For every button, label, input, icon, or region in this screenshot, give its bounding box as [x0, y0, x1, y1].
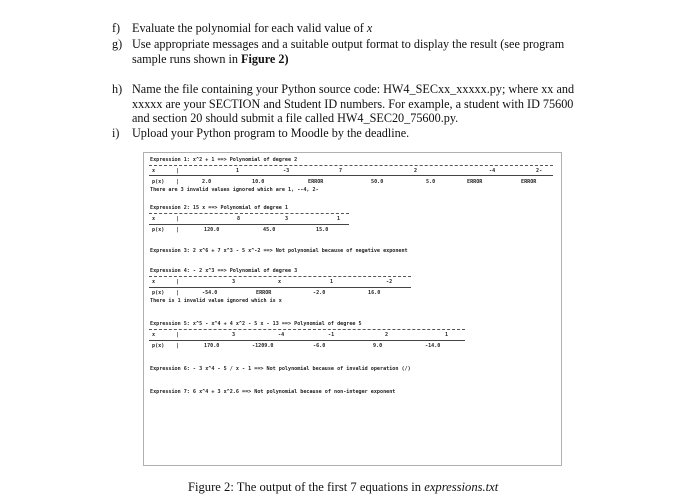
- divider: [149, 175, 553, 176]
- x-value: 3: [232, 332, 236, 338]
- px-value: 16.0: [368, 290, 381, 296]
- px-label: p(x): [152, 290, 165, 296]
- instruction-text: Evaluate the polynomial for each valid value of x: [132, 21, 373, 35]
- px-value: 170.0: [204, 343, 220, 349]
- expression-4-header: Expression 4: - 2 x^3 ==> Polynomial of degree 3: [150, 268, 298, 274]
- divider: [149, 165, 553, 166]
- pipe: |: [176, 227, 180, 233]
- invalid-values-note: There are 3 invalid values ignored which are 1, --4, 2-: [150, 187, 319, 193]
- px-value: ERROR: [467, 179, 483, 185]
- instruction-text: Upload your Python program to Moodle by the deadline.: [132, 126, 410, 140]
- pipe: |: [176, 279, 180, 285]
- px-value: -1209.0: [252, 343, 274, 349]
- expression-6-header: Expression 6: - 3 x^4 - 5 / x - 1 ==> Not polynomial because of invalid operation (/): [150, 366, 411, 372]
- x-value: 3: [232, 279, 236, 285]
- x-value: 1: [330, 279, 334, 285]
- px-value: 45.0: [263, 227, 276, 233]
- x-value: 2-: [536, 168, 543, 174]
- x-value: 8: [237, 216, 241, 222]
- x-value: 1: [337, 216, 341, 222]
- expression-2-header: Expression 2: 15 x ==> Polynomial of degree 1: [150, 205, 289, 211]
- x-value: 2: [385, 332, 389, 338]
- x-value: 1: [445, 332, 449, 338]
- divider: [149, 224, 349, 225]
- px-label: p(x): [152, 343, 165, 349]
- program-output-panel: [143, 152, 562, 466]
- instruction-label: i): [112, 126, 120, 140]
- px-label: p(x): [152, 179, 165, 185]
- pipe: |: [176, 179, 180, 185]
- x-label: x: [152, 332, 156, 338]
- px-value: -54.0: [202, 290, 218, 296]
- divider: [149, 213, 349, 214]
- px-value: 15.0: [316, 227, 329, 233]
- divider: [149, 340, 465, 341]
- px-value: 120.0: [204, 227, 220, 233]
- px-value: ERROR: [521, 179, 537, 185]
- expression-7-header: Expression 7: 6 x^4 + 3 x^2.6 ==> Not polynomial because of non-integer exponent: [150, 389, 396, 395]
- x-value: -4: [489, 168, 496, 174]
- x-value: 3: [285, 216, 289, 222]
- divider: [149, 276, 411, 277]
- px-value: ERROR: [308, 179, 324, 185]
- expression-1-header: Expression 1: x^2 + 1 ==> Polynomial of degree 2: [150, 157, 298, 163]
- instruction-label: f): [112, 21, 121, 35]
- x-label: x: [152, 279, 156, 285]
- px-value: -14.0: [425, 343, 441, 349]
- x-value: 2: [414, 168, 418, 174]
- expression-3-header: Expression 3: 2 x^6 + 7 x^3 - 5 x^-2 ==> Not polynomial because of negative exponent: [150, 248, 408, 254]
- px-value: -2.0: [313, 290, 326, 296]
- pipe: |: [176, 216, 180, 222]
- instruction-label: g): [112, 37, 123, 51]
- pipe: |: [176, 332, 180, 338]
- divider: [149, 287, 411, 288]
- figure-caption: Figure 2: The output of the first 7 equations in expressions.txt: [188, 480, 499, 494]
- instruction-text: Name the file containing your Python source code: HW4_SECxx_xxxxx.py; where xx and xxxxx are your SECTION and Student ID numbers. For example, a student with ID 75600 and section 20 should submit a file called HW4_SEC20_75600.py.: [132, 82, 575, 126]
- px-value: -6.0: [313, 343, 326, 349]
- px-value: 2.0: [202, 179, 212, 185]
- x-label: x: [152, 168, 156, 174]
- instruction-text: Use appropriate messages and a suitable output format to display the result (see program sample runs shown in Figure 2): [132, 37, 565, 66]
- pipe: |: [176, 168, 180, 174]
- divider: [149, 329, 465, 330]
- pipe: |: [176, 290, 180, 296]
- x-value: x: [278, 279, 282, 285]
- px-value: 9.0: [373, 343, 383, 349]
- instruction-label: h): [112, 82, 123, 96]
- px-value: 5.0: [426, 179, 436, 185]
- px-value: ERROR: [256, 290, 272, 296]
- invalid-values-note: There is 1 invalid value ignored which is x: [150, 298, 282, 304]
- px-label: p(x): [152, 227, 165, 233]
- x-value: 1: [236, 168, 240, 174]
- pipe: |: [176, 343, 180, 349]
- x-value: 7: [339, 168, 343, 174]
- x-value: -3: [283, 168, 290, 174]
- expression-5-header: Expression 5: x^5 - x^4 + 4 x^2 - 5 x - 13 ==> Polynomial of degree 5: [150, 321, 362, 327]
- x-label: x: [152, 216, 156, 222]
- px-value: 10.0: [252, 179, 265, 185]
- x-value: -1: [328, 332, 335, 338]
- x-value: -4: [278, 332, 285, 338]
- x-value: -2: [386, 279, 393, 285]
- px-value: 50.0: [371, 179, 384, 185]
